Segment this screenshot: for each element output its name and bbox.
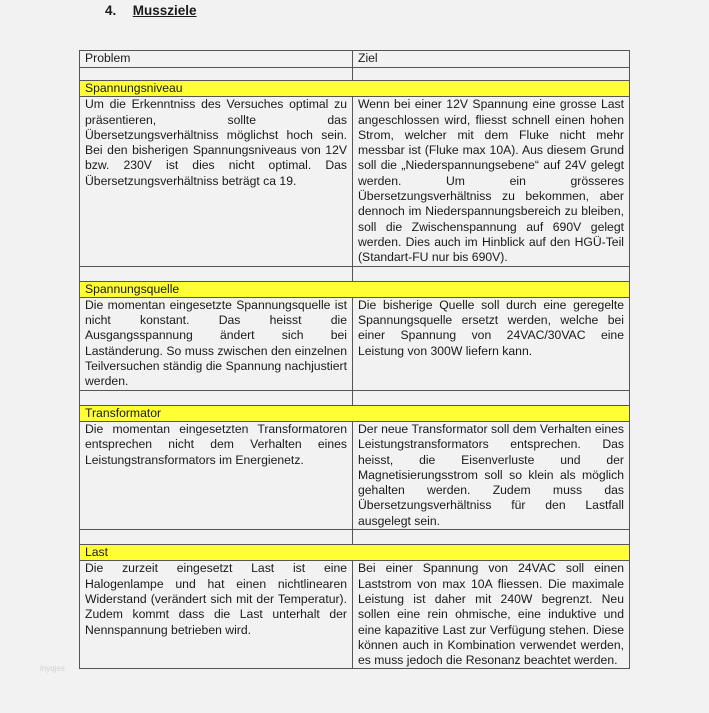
table-header-row [80,51,630,68]
problem-cell: Die momentan eingesetzte Spannungsquelle ist nicht konstant. Das heisst die Ausgangsspannung ändert sich bei Laständerung. So muss zwischen den einzelnen Teilversuchen ständig die Spannung nachjustiert werden. [80,297,353,390]
section-title-cell: Last [80,545,630,561]
section-row-spannungsniveau [80,81,630,97]
problem-cell: Die zurzeit eingesetzt Last ist eine Halogenlampe und hat einen nichtlinearen Widerstand (verändert sich mit der Temperatur). Zudem kommt dass die Last unterhalt der Nennspannung betrieben wird. [80,561,353,669]
spacer-row [80,390,630,405]
problem-cell: Um die Erkenntniss des Versuches optimal zu präsentieren, sollte das Übersetzungsverhältniss möglichst hoch sein. Bei den bisherigen Spannungsniveaus von 12V bzw. 230V ist dies nicht optimal. Das Übersetzungsverhältniss beträgt ca 19. [80,97,353,266]
watermark: inyqjes [40,664,65,673]
table-row [80,97,630,266]
section-heading [105,3,197,18]
section-row-transformator [80,405,630,421]
header-goal: Ziel [353,51,630,68]
section-row-spannungsquelle [80,281,630,297]
spacer-row [80,530,630,545]
spacer-row [80,68,630,81]
goal-cell: Der neue Transformator soll dem Verhalten eines Leistungstransformators entsprechen. Das heisst, die Eisenverluste und der Magnetisierungsstrom soll so klein als möglich gehalten werden. Zudem muss das Übersetzungsverhältniss für den Lastfall ausgelegt sein. [353,421,630,529]
problem-cell: Die momentan eingesetzten Transformatoren entsprechen nicht dem Verhalten eines Leistungstransformators im Energienetz. [80,421,353,529]
header-problem: Problem [80,51,353,68]
spacer-row [80,266,630,281]
section-title-cell: Spannungsquelle [80,281,630,297]
section-row-last [80,545,630,561]
table-row [80,561,630,669]
goal-cell: Bei einer Spannung von 24VAC soll einen Laststrom von max 10A fliessen. Die maximale Leistung ist daher mit 240W begrenzt. Neu sollen eine rein ohmische, eine induktive und eine kapazitive Last zur Verfügung stehen. Diese können auch in Kombination verwendet werden, es muss jedoch die Resonanz beachtet werden. [353,561,630,669]
section-title-cell: Transformator [80,405,630,421]
goal-cell: Die bisherige Quelle soll durch eine geregelte Spannungsquelle ersetzt werden, welche bei einer Spannung von 24VAC/30VAC eine Leistung von 300W liefern kann. [353,297,630,390]
section-number: 4. [105,3,117,18]
goals-table [79,50,630,669]
goal-cell: Wenn bei einer 12V Spannung eine grosse Last angeschlossen wird, fliesst schnell einen hohen Strom, welcher mit dem Fluke nicht mehr messbar ist (Fluke max 10A). Aus diesem Grund soll die „Niederspannungsebene“ auf 24V gelegt werden. Um ein grösseres Übersetzungsverhältniss zu bekommen, aber dennoch im Niederspannungsbereich zu bleiben, soll die Zwischenspannung auf 690V gelegt werden. Dies auch im Hinblick auf den HGÜ-Teil (Standart-FU nur bis 690V). [353,97,630,266]
table-row [80,297,630,390]
section-title-cell: Spannungsniveau [80,81,630,97]
section-title: Mussziele [132,3,197,18]
table-row [80,421,630,529]
